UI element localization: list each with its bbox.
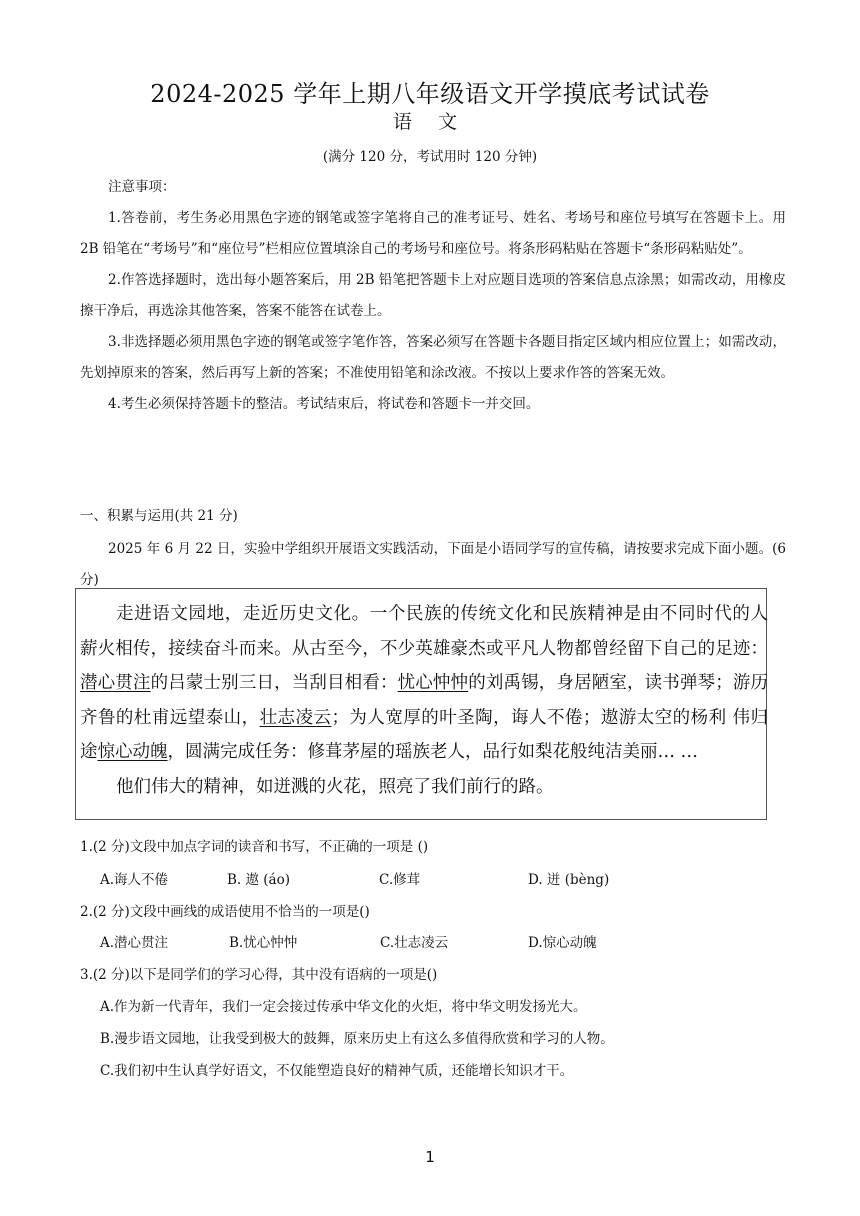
passage-paragraph: 他们伟大的精神，如迸溅的火花，照亮了我们前行的路。 — [116, 776, 554, 797]
question-2-stem: 2.(2 分)文段中画线的成语使用不恰当的一项是() — [80, 904, 370, 920]
option-b[interactable]: B.漫步语文园地，让我受到极大的鼓舞，原来历史上有这么多值得欣赏和学习的人物。 — [100, 1031, 614, 1047]
option-d[interactable]: D. 迸 (bèng) — [528, 872, 610, 888]
option-b[interactable]: B. 遨 (áo) — [227, 872, 291, 888]
underlined-idiom: 忧心忡忡 — [397, 673, 469, 693]
underlined-idiom: 潜心贯注 — [80, 673, 151, 693]
exam-title: 2024-2025 学年上期八年级语文开学摸底考试试卷 — [150, 80, 710, 108]
section-title: 一、积累与运用(共 21 分) — [80, 508, 238, 524]
option-c[interactable]: C.修茸 — [379, 872, 421, 888]
option-c[interactable]: C.壮志凌云 — [380, 935, 449, 951]
option-d[interactable]: D.惊心动魄 — [528, 935, 597, 951]
question-1-stem: 1.(2 分)文段中加点字词的读音和书写，不正确的一项是 () — [80, 839, 429, 855]
passage-text: ；为人宽厚的叶圣陶，诲人不倦；遨游太空的杨利 伟归途 — [80, 707, 769, 762]
exam-meta: (满分 120 分，考试用时 120 分钟) — [322, 149, 538, 165]
note-item: 3.非选择题必须用黑色字迹的钢笔或签字笔作答，答案必须写在答题卡各题目指定区域内相应位置上；如需改动，先划掉原来的答案，然后再写上新的答案；不准使用铅笔和涂改液。不按以上要求作答的答案无效。 — [80, 334, 786, 381]
reading-passage — [80, 597, 768, 804]
passage-text: 走进语文园地，走近历史文化。一个民族的传统文化和民族精神是由不同时代的人 薪火相传，接续奋斗而来。从古至今，不少英雄豪杰或平凡人物都曾经留下自己的足迹： — [80, 604, 768, 659]
notes-list — [80, 203, 786, 420]
passage-text: 的吕蒙士别三日，当刮目相看： — [150, 673, 398, 693]
passage-text: 的刘禹锡，身居陋室，读书弹琴；游历齐鲁的杜甫远望泰山， — [80, 673, 769, 728]
option-a[interactable]: A.潜心贯注 — [100, 935, 169, 951]
option-a[interactable]: A.诲人不倦 — [100, 872, 169, 888]
option-b[interactable]: B.忧心忡忡 — [229, 935, 298, 951]
subject-heading: 语 文 — [392, 111, 468, 133]
question-3-stem: 3.(2 分)以下是同学们的学习心得，其中没有语病的一项是() — [80, 967, 438, 983]
notes-label: 注意事项： — [108, 179, 176, 195]
note-item: 2.作答选择题时，选出每小题答案后，用 2B 铅笔把答题卡上对应题目选项的答案信息点涂黑；如需改动，用橡皮擦干净后，再选涂其他答案，答案不能答在试卷上。 — [80, 272, 786, 319]
section-intro: 2025 年 6 月 22 日，实验中学组织开展语文实践活动，下面是小语同学写的宣传稿，请按要求完成下面小题。(6 分) — [80, 541, 786, 588]
underlined-idiom: 壮志凌云 — [259, 707, 332, 728]
option-c[interactable]: C.我们初中生认真学好语文，不仅能塑造良好的精神气质，还能增长知识才干。 — [100, 1063, 574, 1079]
note-item: 1.答卷前，考生务必用黑色字迹的钢笔或签字笔将自己的准考证号、姓名、考场号和座位号填写在答题卡上。用 2B 铅笔在“考场号”和“座位号”栏相应位置填涂自己的考场号和座位号。将条形码粘贴在答题卡“条形码粘贴处”。 — [80, 210, 786, 257]
note-item: 4.考生必须保持答题卡的整洁。考试结束后，将试卷和答题卡一并交回。 — [108, 396, 540, 412]
page-number: 1 — [425, 1148, 435, 1166]
underlined-idiom: 惊心动魄 — [97, 742, 168, 762]
option-a[interactable]: A.作为新一代青年，我们一定会接过传承中华文化的火炬，将中华文明发扬光大。 — [100, 999, 587, 1015]
passage-paragraph — [80, 597, 768, 770]
passage-text: ，圆满完成任务：修葺茅屋的瑶族老人，品行如梨花般纯洁美丽… … — [167, 742, 699, 762]
